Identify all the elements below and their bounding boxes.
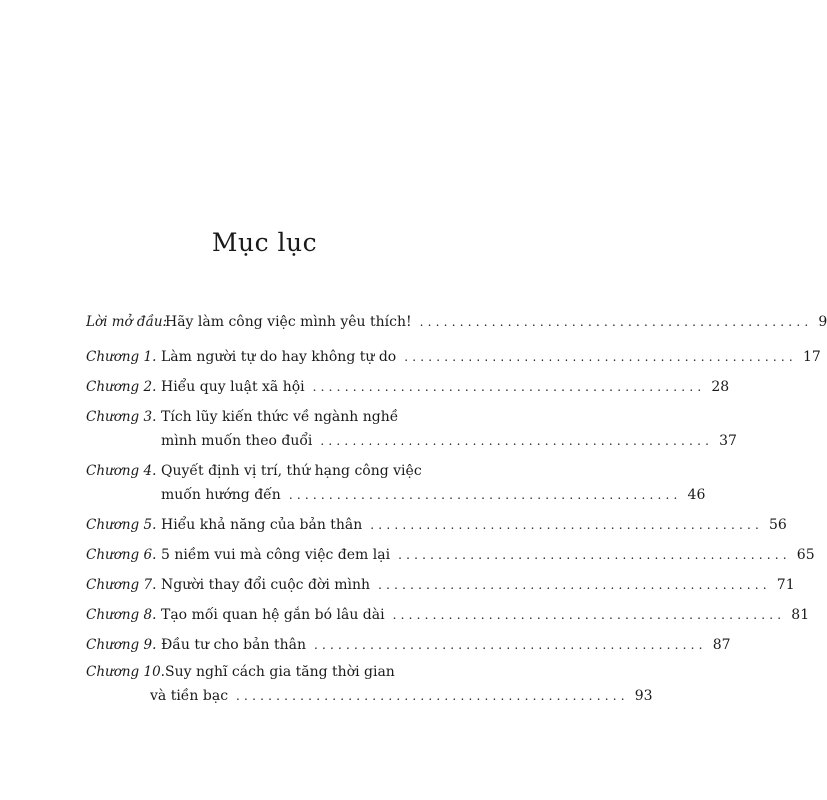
toc-entry-page: 56 xyxy=(769,517,787,533)
toc-entry-page: 28 xyxy=(711,379,730,395)
dot-leader: ................................................. xyxy=(313,638,707,652)
toc-entry-title: Đầu tư cho bản thân xyxy=(161,637,306,653)
toc-entry-page: 65 xyxy=(796,547,815,563)
toc-entry-page: 46 xyxy=(687,487,706,503)
toc-entry-label: Chương 5. xyxy=(86,517,157,533)
toc-entry-page: 17 xyxy=(802,349,821,365)
toc-entry-title: Tích lũy kiến thức về ngành nghề xyxy=(161,409,399,425)
toc-entry-title: Làm người tự do hay không tự do xyxy=(161,349,397,365)
toc-entry-label: Chương 4. xyxy=(86,463,157,479)
toc-entry-label: Chương 9. xyxy=(86,637,157,653)
dot-leader: ................................................. xyxy=(419,315,813,329)
toc-entry-page: 87 xyxy=(712,637,731,653)
toc-entry-title-continued: muốn hướng đến xyxy=(161,487,281,503)
toc-entry-title-continued: và tiền bạc xyxy=(150,688,229,704)
toc-entry-label: Chương 6. xyxy=(86,547,157,563)
toc-entry-title: Tạo mối quan hệ gắn bó lâu dài xyxy=(161,607,385,623)
dot-leader: ................................................. xyxy=(312,380,706,394)
toc-entry-title: Hãy làm công việc mình yêu thích! xyxy=(165,314,412,330)
toc-entry-label: Chương 10. xyxy=(86,664,165,680)
toc-entry-page: 9 xyxy=(818,314,827,330)
dot-leader: ................................................. xyxy=(404,350,797,364)
toc-entry-label: Chương 3. xyxy=(86,409,157,425)
dot-leader: ................................................. xyxy=(236,689,629,703)
dot-leader: ................................................. xyxy=(392,608,786,622)
toc-entry-title: Hiểu khả năng của bản thân xyxy=(161,517,363,533)
toc-entry-title: Người thay đổi cuộc đời mình xyxy=(161,577,371,593)
dot-leader: ................................................. xyxy=(398,548,791,562)
toc-entry-page: 37 xyxy=(719,433,737,449)
dot-leader: ................................................. xyxy=(320,434,714,448)
toc-entry-page: 71 xyxy=(776,577,795,593)
toc-entry-label: Chương 2. xyxy=(86,379,157,395)
toc-entry-page: 93 xyxy=(634,688,653,704)
page-title: Mục lục xyxy=(211,228,318,257)
toc-entry-label: Chương 1. xyxy=(86,349,157,365)
toc-entry-title: Suy nghĩ cách gia tăng thời gian xyxy=(165,664,395,680)
dot-leader: ................................................. xyxy=(288,488,682,502)
toc-entry-page: 81 xyxy=(791,607,810,623)
toc-entry-title: Quyết định vị trí, thứ hạng công việc xyxy=(161,463,422,479)
dot-leader: ................................................. xyxy=(370,518,764,532)
toc-entry-title: Hiểu quy luật xã hội xyxy=(161,379,305,395)
dot-leader: ................................................. xyxy=(378,578,771,592)
toc-entry-label: Chương 8. xyxy=(86,607,157,623)
toc-entry-title: 5 niềm vui mà công việc đem lại xyxy=(161,547,391,563)
toc-entry-title-continued: mình muốn theo đuổi xyxy=(161,433,313,449)
toc-entry-label: Chương 7. xyxy=(86,577,157,593)
toc-entry-label: Lời mở đầu: xyxy=(86,314,168,330)
